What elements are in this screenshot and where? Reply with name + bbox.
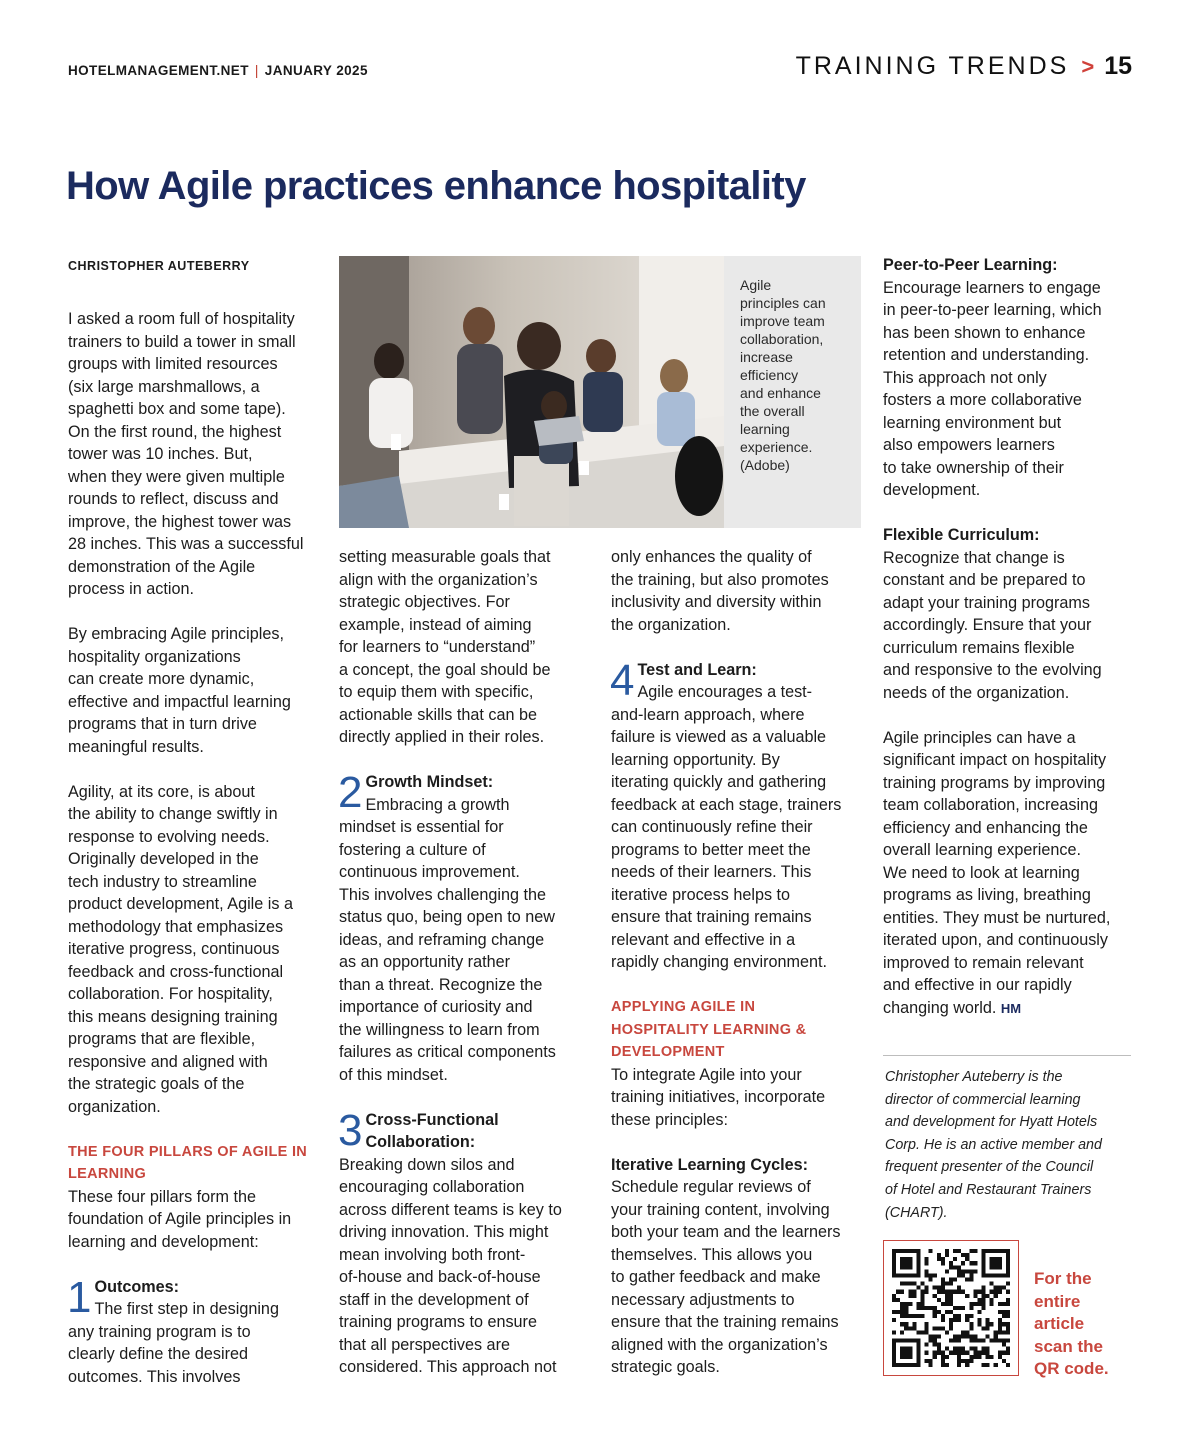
pillar-cross-functional: 3 Cross-Functional Collaboration: Breaking down silos and encouraging collaboration across different teams is key to driving innovation. This might mean involving both front- of-house and back-of-house staff in the development of training programs to ensure that all perspectives are considered. This approach not bbox=[339, 1109, 589, 1379]
qr-code-graphic bbox=[892, 1249, 1010, 1367]
paragraph-intro: I asked a room full of hospitality trainers to build a tower in small groups with limited resources (six large marshmallows, a spaghetti box and some tape). On the first round, the highest tower was 10 inches. But, when they were given multiple rounds to reflect, discuss and improve, the highest tower was 28 inches. This was a successful demonstration of the Agile process in action. bbox=[68, 310, 304, 598]
pillar-number: 2 bbox=[338, 768, 363, 817]
principle-peer-learning: Peer-to-Peer Learning: Encourage learners to engage in peer-to-peer learning, which has been shown to enhance retention and understanding. This approach not only fosters a more collaborative learning environment but also empowers learners to take ownership of their development. bbox=[883, 254, 1138, 502]
pillar-number: 3 bbox=[338, 1105, 363, 1155]
pillar-title-line-2: Collaboration: bbox=[365, 1133, 476, 1151]
principle-title: Iterative Learning Cycles: bbox=[611, 1155, 809, 1174]
column-1 bbox=[68, 256, 320, 1388]
pillar-number: 4 bbox=[610, 655, 635, 705]
column-3 bbox=[611, 546, 861, 1379]
pillar-outcomes: 1 Outcomes: The first step in designing any training program is to clearly define the desired outcomes. This involves bbox=[68, 1276, 320, 1389]
paragraph-pillars-intro: These four pillars form the foundation of Agile principles in learning and development: bbox=[68, 1187, 292, 1251]
pillar-title: Cross-Functional bbox=[365, 1110, 499, 1129]
pillar-title: Outcomes: bbox=[94, 1277, 180, 1296]
byline: CHRISTOPHER AUTEBERRY bbox=[68, 259, 250, 273]
paragraph-closing: Agile principles can have a significant impact on hospitality training programs by improving team collaboration, increasing efficiency and enhancing the overall learning experience. We need to look at learning programs as living, breathing entities. They must be nurtured, iterated upon, and continuously improved to remain relevant and effective in our rapidly changing world. HM bbox=[883, 728, 1111, 1017]
issue-date: JANUARY 2025 bbox=[264, 63, 368, 78]
pillar-title: Test and Learn: bbox=[637, 660, 757, 679]
masthead-right bbox=[796, 52, 1132, 81]
article-headline: How Agile practices enhance hospitality bbox=[66, 164, 806, 208]
pillar-number: 1 bbox=[67, 1272, 92, 1322]
qr-code-icon[interactable] bbox=[883, 1240, 1019, 1376]
end-mark: HM bbox=[1000, 1000, 1022, 1016]
section-arrow-icon: > bbox=[1081, 54, 1095, 79]
qr-call-to-action: For the entire article scan the QR code. bbox=[1034, 1269, 1109, 1378]
paragraph-agility: Agility, at its core, is about the ability to change swiftly in response to evolving needs. Originally developed in the tech industry to streamline product development, Agile is a methodology that emphasizes iterative progress, continuous feedback and cross-functional collaboration. For hospitality, this means designing training programs that are flexible, responsive and aligned with the strategic goals of the organization. bbox=[68, 782, 293, 1116]
page-number: 15 bbox=[1104, 52, 1132, 80]
pillar-growth-mindset: 2 Growth Mindset: Embracing a growth mindset is essential for fostering a culture of continuous improvement. This involves challenging the status quo, being open to new ideas, and reframing change as an opportunity rather than a threat. Recognize the importance of curiosity and the willingness to learn from failures as critical components of this mindset. bbox=[339, 771, 589, 1086]
site-name: HOTELMANAGEMENT.NET bbox=[68, 63, 249, 78]
column-2 bbox=[339, 546, 589, 1379]
header-divider: | bbox=[254, 63, 259, 78]
meeting-photo-illustration bbox=[339, 256, 724, 528]
pillar-title: Growth Mindset: bbox=[365, 773, 494, 791]
principle-flexible-curriculum: Flexible Curriculum: Recognize that change is constant and be prepared to adapt your training programs accordingly. Ensure that your curriculum remains flexible and responsive to the evolving needs of the organization. bbox=[883, 524, 1138, 704]
principle-iterative-cycles: Iterative Learning Cycles: Schedule regular reviews of your training content, involving both your team and the learners themselves. This allows you to gather feedback and make necessary adjustments to ensure that the training remains aligned with the organization’s strategic goals. bbox=[611, 1154, 861, 1379]
bio-divider bbox=[883, 1055, 1131, 1056]
masthead-left bbox=[68, 63, 368, 78]
photo-with-caption bbox=[339, 256, 861, 528]
paragraph-collaboration-continued: only enhances the quality of the training, but also promotes inclusivity and diversity within the organization. bbox=[611, 548, 829, 634]
subhead-four-pillars: THE FOUR PILLARS OF AGILE IN LEARNING bbox=[68, 1143, 308, 1182]
paragraph-embracing: By embracing Agile principles, hospitality organizations can create more dynamic, effective and impactful learning programs that in turn drive meaningful results. bbox=[68, 625, 291, 756]
pillar-test-and-learn: 4 Test and Learn: Agile encourages a test- and-learn approach, where failure is viewed as a valuable learning opportunity. By iterating quickly and gathering feedback at each stage, trainers can continuously refine their programs to better meet the needs of their learners. This iterative process helps to ensure that training remains relevant and effective in a rapidly changing environment. bbox=[611, 659, 861, 974]
author-bio: Christopher Auteberry is the director of commercial learning and development for Hyatt Hotels Corp. He is an active member and frequent presenter of the Council of Hotel and Restaurant Trainers (CHART). bbox=[885, 1069, 1102, 1221]
column-4 bbox=[883, 254, 1138, 1020]
section-title: TRAINING TRENDS bbox=[795, 52, 1070, 80]
subhead-applying-agile: APPLYING AGILE IN HOSPITALITY LEARNING & DEVELOPMENT bbox=[611, 999, 807, 1060]
meeting-photo bbox=[339, 256, 724, 528]
paragraph-outcomes-continued: setting measurable goals that align with the organization’s strategic objectives. For example, instead of aiming for learners to “understand” a concept, the goal should be to equip them with specific, actionable skills that can be directly applied in their roles. bbox=[339, 548, 551, 746]
paragraph-integrate: To integrate Agile into your training initiatives, incorporate these principles: bbox=[611, 1065, 826, 1129]
principle-title: Flexible Curriculum: bbox=[883, 526, 1040, 544]
photo-caption: Agile principles can improve team collaboration, increase efficiency and enhance the overall learning experience. (Adobe) bbox=[740, 277, 826, 473]
principle-title: Peer-to-Peer Learning: bbox=[883, 256, 1058, 274]
